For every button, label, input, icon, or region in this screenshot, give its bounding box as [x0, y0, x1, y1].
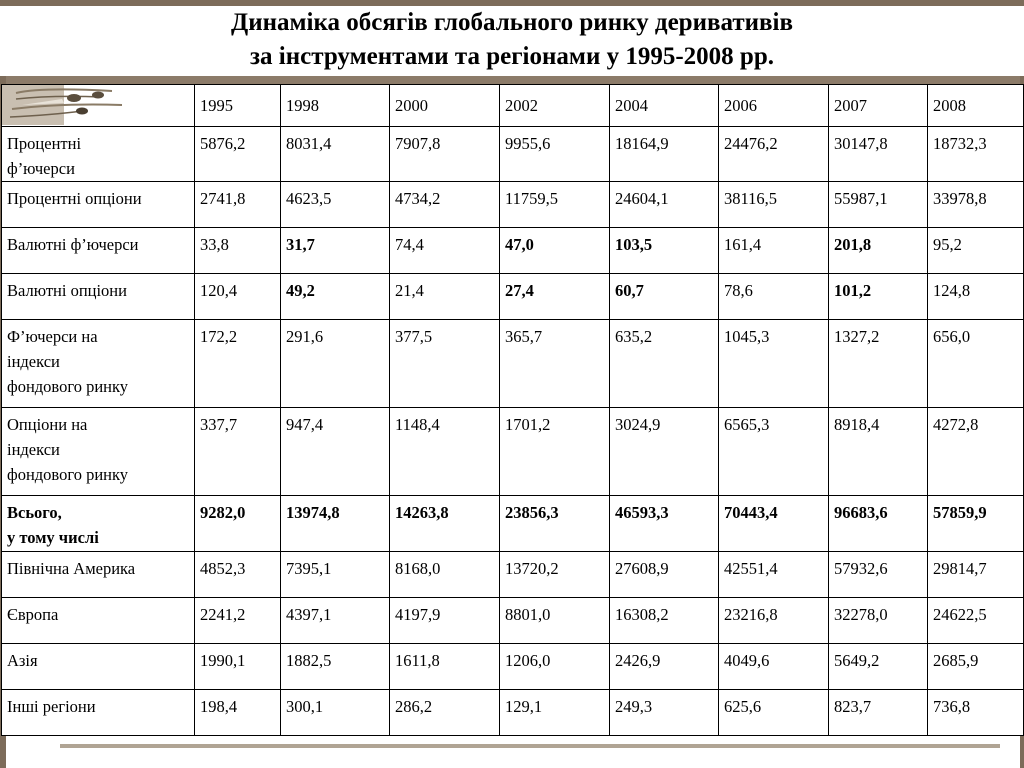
value-cell-2006: 38116,5 — [719, 182, 829, 228]
header-year-2004: 2004 — [610, 85, 719, 127]
value-cell-2004: 103,5 — [610, 228, 719, 274]
table-row — [2, 320, 1024, 408]
header-year-1995: 1995 — [195, 85, 281, 127]
value-cell-2007: 1327,2 — [829, 320, 928, 408]
row-label-line: Всього, — [7, 503, 62, 522]
table-row — [2, 690, 1024, 736]
value-cell-2002: 13720,2 — [500, 552, 610, 598]
value-cell-2007: 5649,2 — [829, 644, 928, 690]
value-cell-1995: 4852,3 — [195, 552, 281, 598]
value-cell-2002: 9955,6 — [500, 127, 610, 182]
row-label — [2, 274, 195, 320]
row-label-line: Азія — [7, 651, 38, 670]
value-cell-1998: 7395,1 — [281, 552, 390, 598]
value-cell-2000: 377,5 — [390, 320, 500, 408]
value-cell-2006: 1045,3 — [719, 320, 829, 408]
table-row — [2, 496, 1024, 552]
row-label-line: фондового ринку — [7, 377, 129, 396]
value-cell-1995: 172,2 — [195, 320, 281, 408]
value-cell-2008: 95,2 — [928, 228, 1024, 274]
header-year-2007: 2007 — [829, 85, 928, 127]
value-cell-2000: 8168,0 — [390, 552, 500, 598]
value-cell-2008: 124,8 — [928, 274, 1024, 320]
derivatives-table — [1, 84, 1024, 736]
value-cell-2004: 635,2 — [610, 320, 719, 408]
table-row — [2, 408, 1024, 496]
row-label-line: Європа — [7, 605, 59, 624]
value-cell-2007: 32278,0 — [829, 598, 928, 644]
slide-bottom-strip — [60, 744, 1000, 748]
value-cell-2006: 161,4 — [719, 228, 829, 274]
value-cell-2006: 42551,4 — [719, 552, 829, 598]
value-cell-1995: 9282,0 — [195, 496, 281, 552]
slide-frame-strip — [0, 76, 1024, 84]
header-year-2002: 2002 — [500, 85, 610, 127]
value-cell-1995: 5876,2 — [195, 127, 281, 182]
slide-title — [0, 6, 1024, 74]
value-cell-1998: 1882,5 — [281, 644, 390, 690]
header-year-1998: 1998 — [281, 85, 390, 127]
table-row — [2, 182, 1024, 228]
value-cell-2007: 201,8 — [829, 228, 928, 274]
value-cell-2002: 27,4 — [500, 274, 610, 320]
value-cell-1998: 947,4 — [281, 408, 390, 496]
value-cell-2004: 24604,1 — [610, 182, 719, 228]
value-cell-2008: 18732,3 — [928, 127, 1024, 182]
value-cell-2000: 74,4 — [390, 228, 500, 274]
value-cell-1995: 2741,8 — [195, 182, 281, 228]
value-cell-2004: 46593,3 — [610, 496, 719, 552]
value-cell-2002: 23856,3 — [500, 496, 610, 552]
row-label — [2, 320, 195, 408]
value-cell-2008: 2685,9 — [928, 644, 1024, 690]
value-cell-1998: 291,6 — [281, 320, 390, 408]
value-cell-2007: 96683,6 — [829, 496, 928, 552]
value-cell-1998: 49,2 — [281, 274, 390, 320]
row-label — [2, 552, 195, 598]
value-cell-2004: 18164,9 — [610, 127, 719, 182]
value-cell-2006: 6565,3 — [719, 408, 829, 496]
value-cell-2008: 29814,7 — [928, 552, 1024, 598]
row-label-line: Процентні — [7, 134, 82, 153]
row-label-line: у тому числі — [7, 528, 99, 547]
header-year-2000: 2000 — [390, 85, 500, 127]
title-line-2: за інструментами та регіонами у 1995-2008 рр. — [250, 43, 774, 70]
table-row — [2, 552, 1024, 598]
row-label — [2, 408, 195, 496]
row-label-line: фондового ринку — [7, 465, 129, 484]
row-label — [2, 496, 195, 552]
row-label-line: Північна Америка — [7, 559, 136, 578]
table-row — [2, 127, 1024, 182]
value-cell-2002: 47,0 — [500, 228, 610, 274]
value-cell-2006: 4049,6 — [719, 644, 829, 690]
row-label — [2, 127, 195, 182]
value-cell-2007: 30147,8 — [829, 127, 928, 182]
value-cell-2002: 1701,2 — [500, 408, 610, 496]
value-cell-2006: 24476,2 — [719, 127, 829, 182]
table-row — [2, 598, 1024, 644]
value-cell-2004: 2426,9 — [610, 644, 719, 690]
value-cell-1998: 300,1 — [281, 690, 390, 736]
table-row — [2, 274, 1024, 320]
row-label-line: Ф’ючерси на — [7, 327, 98, 346]
value-cell-2006: 625,6 — [719, 690, 829, 736]
value-cell-2008: 33978,8 — [928, 182, 1024, 228]
value-cell-2008: 24622,5 — [928, 598, 1024, 644]
title-line-1: Динаміка обсягів глобального ринку деривативів — [231, 9, 793, 36]
header-year-2006: 2006 — [719, 85, 829, 127]
value-cell-2004: 60,7 — [610, 274, 719, 320]
value-cell-2006: 78,6 — [719, 274, 829, 320]
value-cell-1998: 13974,8 — [281, 496, 390, 552]
row-label-line: Валютні опціони — [7, 281, 127, 300]
value-cell-1998: 8031,4 — [281, 127, 390, 182]
value-cell-1998: 4623,5 — [281, 182, 390, 228]
value-cell-2007: 8918,4 — [829, 408, 928, 496]
value-cell-2002: 365,7 — [500, 320, 610, 408]
row-label-line: Процентні опціони — [7, 189, 142, 208]
value-cell-2000: 14263,8 — [390, 496, 500, 552]
value-cell-2006: 70443,4 — [719, 496, 829, 552]
value-cell-2007: 55987,1 — [829, 182, 928, 228]
value-cell-1995: 2241,2 — [195, 598, 281, 644]
value-cell-2007: 57932,6 — [829, 552, 928, 598]
value-cell-1995: 120,4 — [195, 274, 281, 320]
value-cell-2000: 4734,2 — [390, 182, 500, 228]
value-cell-2006: 23216,8 — [719, 598, 829, 644]
value-cell-2007: 101,2 — [829, 274, 928, 320]
value-cell-2008: 4272,8 — [928, 408, 1024, 496]
value-cell-1995: 33,8 — [195, 228, 281, 274]
value-cell-2004: 27608,9 — [610, 552, 719, 598]
value-cell-1998: 31,7 — [281, 228, 390, 274]
row-label — [2, 598, 195, 644]
value-cell-2000: 1611,8 — [390, 644, 500, 690]
value-cell-2008: 656,0 — [928, 320, 1024, 408]
value-cell-2000: 7907,8 — [390, 127, 500, 182]
value-cell-2007: 823,7 — [829, 690, 928, 736]
row-label — [2, 644, 195, 690]
value-cell-1995: 1990,1 — [195, 644, 281, 690]
value-cell-2002: 129,1 — [500, 690, 610, 736]
table-row — [2, 228, 1024, 274]
value-cell-2008: 736,8 — [928, 690, 1024, 736]
row-label — [2, 228, 195, 274]
row-label-line: Валютні ф’ючерси — [7, 235, 139, 254]
row-label — [2, 690, 195, 736]
value-cell-2000: 286,2 — [390, 690, 500, 736]
value-cell-2000: 1148,4 — [390, 408, 500, 496]
value-cell-2004: 249,3 — [610, 690, 719, 736]
row-label-line: індекси — [7, 440, 60, 459]
value-cell-2004: 16308,2 — [610, 598, 719, 644]
value-cell-2002: 11759,5 — [500, 182, 610, 228]
quill-pens-ornament-icon — [2, 85, 192, 125]
table-header-row — [2, 85, 1024, 127]
value-cell-2000: 21,4 — [390, 274, 500, 320]
row-label — [2, 182, 195, 228]
value-cell-2000: 4197,9 — [390, 598, 500, 644]
row-label-line: Опціони на — [7, 415, 88, 434]
header-year-2008: 2008 — [928, 85, 1024, 127]
row-label-line: індекси — [7, 352, 60, 371]
value-cell-2004: 3024,9 — [610, 408, 719, 496]
row-label-line: ф’ючерси — [7, 159, 75, 178]
value-cell-1995: 198,4 — [195, 690, 281, 736]
value-cell-1995: 337,7 — [195, 408, 281, 496]
row-label-line: Інші регіони — [7, 697, 96, 716]
value-cell-2002: 8801,0 — [500, 598, 610, 644]
header-corner-cell — [2, 85, 195, 127]
value-cell-2008: 57859,9 — [928, 496, 1024, 552]
value-cell-1998: 4397,1 — [281, 598, 390, 644]
value-cell-2002: 1206,0 — [500, 644, 610, 690]
table-row — [2, 644, 1024, 690]
